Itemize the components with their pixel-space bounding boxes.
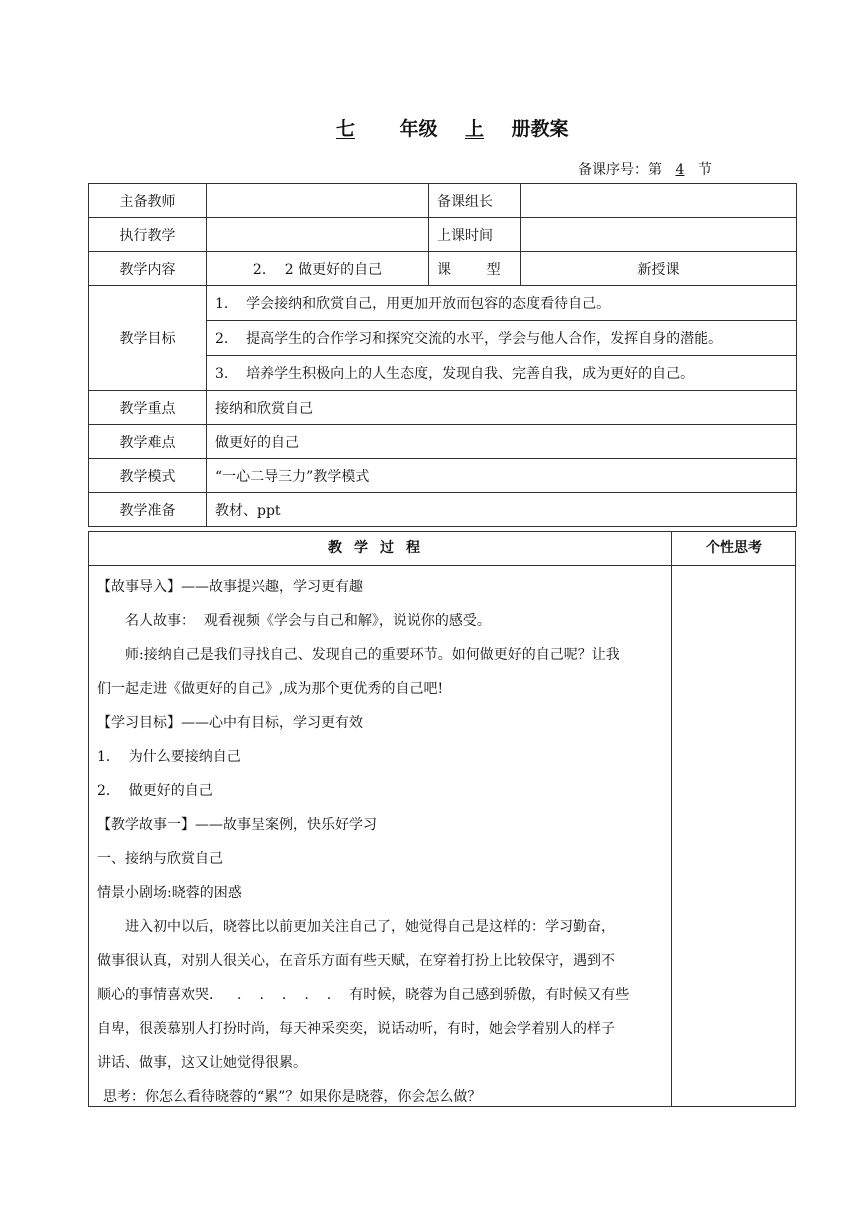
- serial-prefix: 备课序号：第: [578, 162, 662, 178]
- goals-label: 教学目标: [89, 286, 207, 391]
- type-label: 课 型: [429, 252, 521, 286]
- page-title: [0, 114, 860, 141]
- class-time-label: 上课时间: [429, 218, 521, 252]
- scenario-text: 进入初中以后，晓蓉比以前更加关注自己了，她觉得自己是这样的：学习勤奋，: [125, 919, 615, 935]
- scenario-text: [97, 978, 663, 1012]
- type-value: 新授课: [521, 252, 797, 286]
- executing-teacher-value: [207, 218, 429, 252]
- lead-teacher-label: 主备教师: [89, 184, 207, 218]
- group-leader-value: [521, 184, 797, 218]
- teaching-story-heading: 【教学故事一】——故事呈案例，快乐好学习: [97, 817, 377, 833]
- serial-suffix: 节: [698, 162, 712, 178]
- content-value: 2． 2 做更好的自己: [207, 252, 429, 286]
- grade-suffix: 年级: [399, 118, 438, 140]
- scenario-text: 做事很认真，对别人很关心，在音乐方面有些天赋，在穿着打扮上比较保守，遇到不: [97, 953, 615, 969]
- reflection-question: 思考：你怎么看待晓蓉的“累”？如果你是晓蓉，你会怎么做？: [103, 1089, 482, 1105]
- teacher-intro-line: 师:接纳自己是我们寻找自己、发现自己的重要环节。如何做更好的自己呢？让我: [125, 647, 620, 663]
- group-leader-label: 备课组长: [429, 184, 521, 218]
- lesson-serial: [578, 159, 712, 179]
- goal-item: 1. 学会接纳和欣赏自己，用更加开放而包容的态度看待自己。: [207, 286, 797, 321]
- table-row: [89, 286, 797, 321]
- lead-teacher-value: [207, 184, 429, 218]
- goal-item: 2. 提高学生的合作学习和探究交流的水平，学会与他人合作，发挥自身的潜能。: [207, 321, 797, 356]
- scenario-text-part: 顺心的事情喜欢哭．: [97, 987, 223, 1003]
- grade-value: 七: [335, 118, 355, 140]
- reflection-column: [672, 566, 796, 1107]
- section-heading: 一、接纳与欣赏自己: [97, 851, 223, 867]
- celebrity-story: 名人故事： 观看视频《学会与自己和解》，说说你的感受。: [125, 613, 491, 629]
- prep-value: 教材、ppt: [207, 493, 797, 527]
- serial-number: 4: [675, 162, 685, 178]
- reflection-header: 个性思考: [672, 532, 796, 566]
- process-header: 教学过程: [89, 532, 672, 566]
- scenario-text: 讲话、做事，这又让她觉得很累。: [97, 1055, 307, 1071]
- term-value: 上: [464, 118, 484, 140]
- table-row: [89, 493, 797, 527]
- ellipsis: .....: [237, 987, 350, 1003]
- prep-label: 教学准备: [89, 493, 207, 527]
- learning-goal-item: 1． 为什么要接纳自己: [97, 749, 241, 765]
- mode-value: “一心二导三力”教学模式: [207, 459, 797, 493]
- teaching-process-section: [88, 531, 796, 1107]
- difficulty-label: 教学难点: [89, 425, 207, 459]
- goal-item: 3. 培养学生积极向上的人生态度，发现自我、完善自我，成为更好的自己。: [207, 356, 797, 391]
- learning-goal-item: 2． 做更好的自己: [97, 783, 213, 799]
- mode-label: 教学模式: [89, 459, 207, 493]
- class-time-value: [521, 218, 797, 252]
- key-point-value: 接纳和欣赏自己: [207, 391, 797, 425]
- table-row: [89, 184, 797, 218]
- table-row: [89, 459, 797, 493]
- table-row: [89, 391, 797, 425]
- learning-goals-heading: 【学习目标】——心中有目标，学习更有效: [97, 715, 363, 731]
- executing-teacher-label: 执行教学: [89, 218, 207, 252]
- lesson-info-table: [88, 183, 797, 527]
- content-label: 教学内容: [89, 252, 207, 286]
- term-suffix: 册教案: [511, 118, 569, 140]
- difficulty-value: 做更好的自己: [207, 425, 797, 459]
- scenario-text: 自卑，很羡慕别人打扮时尚，每天神采奕奕，说话动听，有时，她会学着别人的样子: [97, 1021, 615, 1037]
- scenario-title: 情景小剧场:晓蓉的困惑: [97, 885, 242, 901]
- story-intro-heading: 【故事导入】——故事提兴趣，学习更有趣: [97, 579, 363, 595]
- key-point-label: 教学重点: [89, 391, 207, 425]
- table-row: [89, 218, 797, 252]
- scenario-text-part: 有时候，晓蓉为自己感到骄傲，有时候又有些: [349, 987, 630, 1003]
- process-body: [89, 566, 672, 1107]
- table-row: [89, 425, 797, 459]
- teacher-intro-line: 们一起走进《做更好的自己》,成为那个更优秀的自己吧!: [97, 681, 444, 697]
- table-row: [89, 252, 797, 286]
